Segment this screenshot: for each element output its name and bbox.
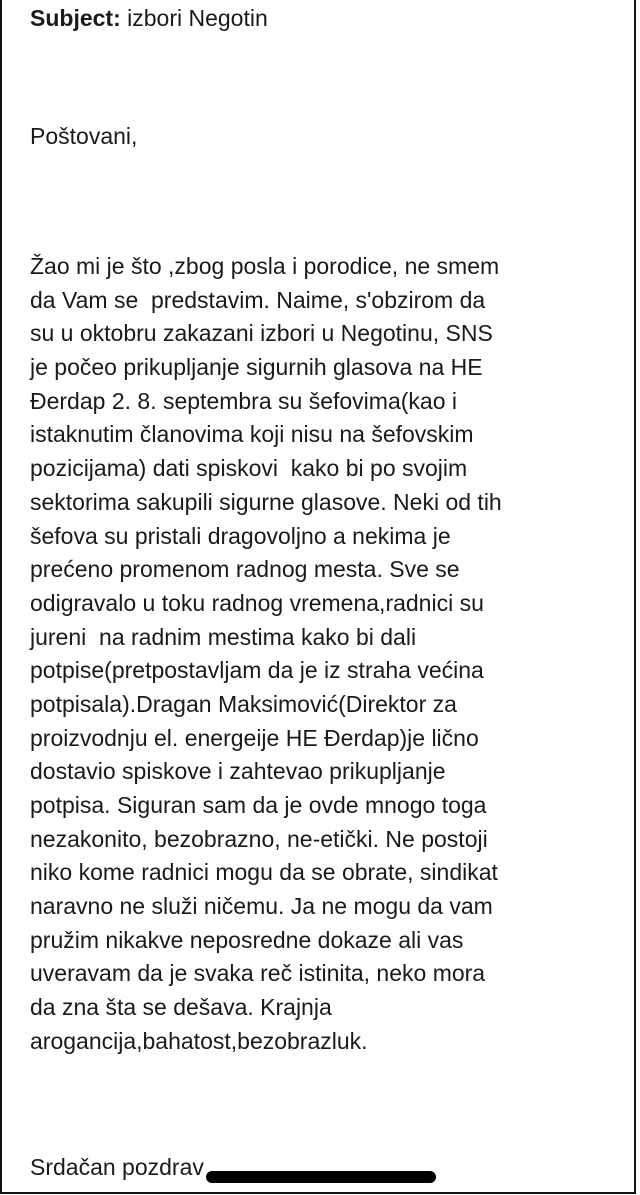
body-line: nezakonito, bezobrazno, ne-etički. Ne postoji bbox=[30, 825, 488, 852]
body-line: jureni na radnim mestima kako bi dali bbox=[30, 623, 417, 650]
body-line: potpise(pretpostavljam da je iz straha većina bbox=[30, 657, 484, 684]
body-line: Žao mi je što ,zbog posla i porodice, ne smem bbox=[30, 253, 500, 279]
email-closing: Srdačan pozdrav bbox=[30, 1154, 204, 1180]
body-line: je počeo prikupljanje sigurnih glasova na HE bbox=[30, 354, 483, 381]
body-line: arogancija,bahatost,bezobrazluk. bbox=[30, 1027, 368, 1054]
home-indicator-bar[interactable] bbox=[206, 1171, 436, 1183]
body-line: odigravalo u toku radnog vremena,radnici su bbox=[30, 589, 484, 616]
body-line: proizvodnju el. energeije HE Đerdap)je lično bbox=[30, 724, 479, 751]
body-line: Đerdap 2. 8. septembra su šefovima(kao i bbox=[30, 387, 457, 414]
body-line: niko kome radnici mogu da se obrate, sindikat bbox=[30, 859, 498, 886]
body-line: da Vam se predstavim. Naime, s'obzirom da bbox=[30, 286, 486, 313]
email-subject bbox=[30, 4, 268, 32]
body-line: da zna šta se dešava. Krajnja bbox=[30, 994, 332, 1021]
subject-label: Subject: bbox=[30, 5, 121, 31]
body-line: potpisala).Dragan Maksimović(Direktor za bbox=[30, 690, 457, 717]
body-line: šefova su pristali dragovoljno a nekima je bbox=[30, 522, 451, 549]
body-line: naravno ne služi ničemu. Ja ne mogu da vam bbox=[30, 893, 493, 920]
email-body bbox=[30, 250, 630, 1059]
body-line: potpisa. Siguran sam da je ovde mnogo toga bbox=[30, 792, 487, 818]
body-line: dostavio spiskove i zahtevao prikupljanje bbox=[30, 758, 446, 785]
body-line: uveravam da je svaka reč istinita, neko mora bbox=[30, 960, 486, 987]
body-line: su u oktobru zakazani izbori u Negotinu, SNS bbox=[30, 320, 493, 347]
body-line: sektorima sakupili sigurne glasove. Neki od tih bbox=[30, 488, 502, 515]
body-line: prećeno promenom radnog mesta. Sve se bbox=[30, 556, 460, 583]
body-line: istaknutim članovima koji nisu na šefovskim bbox=[30, 421, 474, 448]
subject-value: izbori Negotin bbox=[127, 5, 268, 31]
email-greeting: Poštovani, bbox=[30, 123, 138, 149]
body-line: pružim nikakve neposredne dokaze ali vas bbox=[30, 926, 464, 953]
body-line: pozicijama) dati spiskovi kako bi po svojim bbox=[30, 455, 468, 482]
